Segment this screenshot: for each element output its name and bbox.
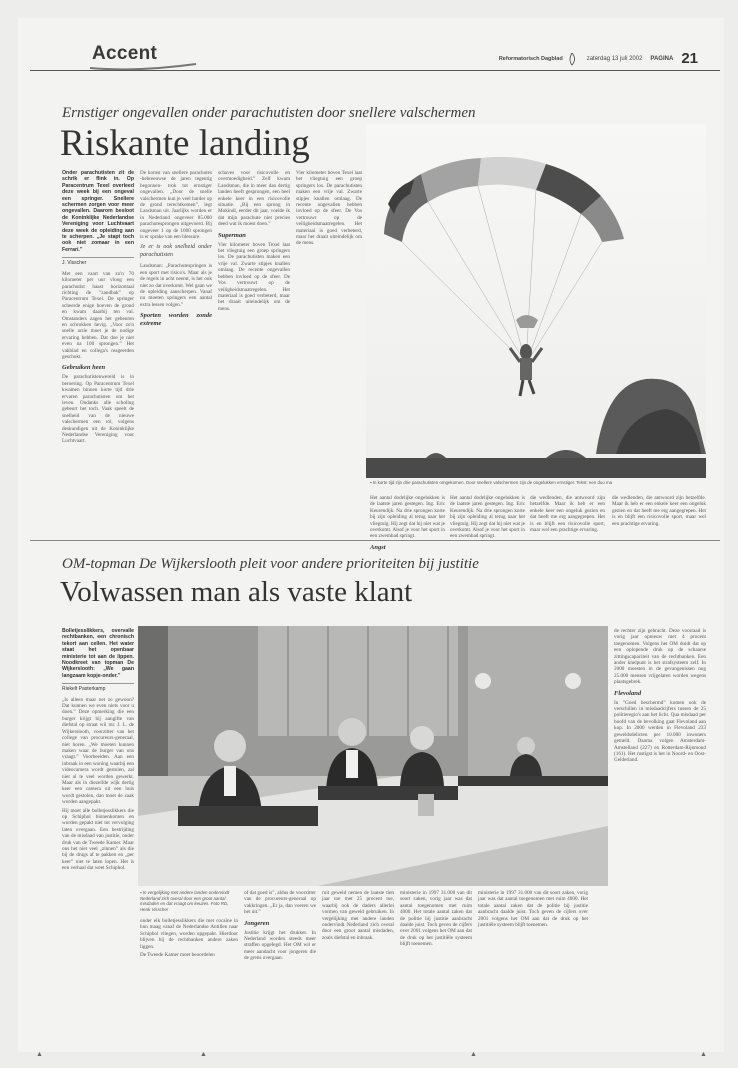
article2-photo-caption: ▪ In vergelijking met andere landen ondervindt Nederland zich overal door een groot aantal misdaden en dat vraagt om keuzes. Foto RD, Henk Visscher	[140, 890, 230, 912]
article1-col4b-text: Het aantal dodelijke ongelukken is de laatste jaren gestegen. Ing. Eric Keurendijk. Na drie sprongen korte bij zijn opleiding al terug naar het vliegtuig. Hij zegt dat hij niet wat je overkomt. Alsof je voor het sport in een zwembad springt.	[450, 495, 525, 540]
article1-col1-subhead: Gebruiken heen	[62, 364, 106, 372]
article-divider	[30, 540, 720, 541]
section-title: Accent	[92, 43, 158, 64]
article1-col4-text: Het aantal dodelijke ongelukken is de laatste jaren gestegen. Ing. Eric Keurendijk. Na drie sprongen korte bij zijn opleiding al terug naar het vliegtuig. Hij zegt dat hij niet wat je overkomt. Alsof je voor het sport in een zwembad springt.	[370, 495, 445, 540]
header-meta	[499, 50, 698, 67]
article2-col3-text: of dat goed is”, aldus de voorzitter van de procureurs-generaal op vakkringen. „Er ja, dan voeren we het uit.”	[244, 890, 316, 916]
article2-col3	[244, 890, 316, 1018]
article2-col2-text: onder elk bolletjesslikkers die met cocaïne in hun maag vanaf de Nederlandse Antillen naar Schiphol vliegen, worden opgepakt. Hierdoor blijven bij de rechtbanken andere zaken liggen.	[140, 918, 238, 950]
article2-col4	[322, 890, 394, 1018]
trees-icon	[366, 379, 706, 478]
article2-photo-caption-text: In vergelijking met andere landen ondervindt Nederland zich overal door een groot aantal misdaden en dat vraagt om keuzes. Foto RD, Henk Visscher	[140, 890, 230, 912]
article1-col2-text: De komst van snellere parachutes -hebreeuwse de jaren tegentig begonnen- trok tot ernstiger ongevallen. „Door de snelle valschermen kun je veel harder op de grond terechtkomen”, legt Landsman uit. Jaarlijks worden er in Nederland ongeveer 85.000 parachutesprongen uitgevoerd. Bij ongeveer 1 op de 1000 sprongen is er sprake van een blessure.	[140, 170, 212, 241]
article1-byline: J. Visscher	[62, 257, 134, 266]
article2-col5b-text: ministerie in 1997 31.000 van dit soort zaken, vorig jaar was dat aantal toegenomen met ruim 4000. Het totale aantal zaken dat de politie bij justitie aanbracht daalde juist. Toch geven de cijfers over 2001 volgens het OM aan dat de druk op het justitiële systeem blijft toenemen.	[478, 890, 588, 929]
article1-col5-text: die wedlenden, die antwoord zijn hetzelfde. Maar ik heb er een enkele keer een ongeluk gezien en dat heeft me erg aangegrepen. Het is en blijft een risicovolle sport, maar wel een prachtige ervaring.	[530, 495, 605, 534]
page-header	[30, 40, 720, 72]
article1-col3-text: schaves voor risicovolle en overmoedigheid.” Zelf kwam Landsman, die in meer dan dertig landen heeft gesprongen, een heel enkele keer in een risicovolle situatie. „Bij een sprong in Mokindi, eerder dit jaar, voelde ik dat mijn parachute niet precies deed wat ik moest doen.”	[218, 170, 290, 228]
article1-col3-subhead: Superman	[218, 231, 246, 239]
article2-col6	[614, 628, 706, 1020]
article1-col5	[530, 495, 605, 535]
article2-col5-text: ministerie in 1997 31.000 van dit soort zaken, vorig jaar was dat aantal toegenomen met ruim 4000. Het totale aantal zaken dat de politie bij justitie aanbracht daalde juist. Toch geven de cijfers over 2001 volgens het OM aan dat de druk op het justitiële systeem blijft toenemen.	[400, 890, 472, 948]
article1-col1	[62, 170, 134, 530]
article2-col1	[62, 628, 134, 1020]
article1-col2-text2: Landsman: „Parachutespringen is een sport met risico's. Maar als je de regels in acht neemt, is het ook niet zo dat overkomt. Wel gaan we de opleiding aanscherpen. Vanaf nu moeten springers een aantal extra lessen volgen.”	[140, 263, 212, 308]
article2-col5	[400, 890, 472, 1018]
article1-kicker: Ernstiger ongevallen onder parachutisten door snellere valschermen	[62, 105, 476, 121]
page-label: PAGINA	[650, 55, 674, 62]
article1-col1-text2: De parachutistenwereld is in beroering. Op Paracentrum Texel kwamen binnen korte tijd drie ervaren parachutisten om het leven. Ondanks alle scholing gebeurt het toch. Vaak speelt de snelheid van de nieuwe valschermen een rol, volgens deskundigen uit de Koninklijke Nederlandse Vereniging voor Luchtvaart.	[62, 374, 134, 445]
article1-col1-text: Met een vaart van zo'n 70 kilometer per uur vloog een parachutist haast horizontaal richting de ”zandbak” op Paracentrum Texel. De springer scheerde enige hoeven de grond en kwam daarbij ten val. Omstanders zagen het gebeuren en schrokken hevig. „Voor zo'n snelle actie moet je de nodige ervaring hebben. Dat doe je niet even na 100 sprongen.” Het vakblad en collega's reageerden geschokt.	[62, 270, 134, 360]
article1-col4	[370, 495, 445, 551]
registration-mark-icon: ▲	[700, 1050, 707, 1058]
article2-col3-text2: Justitie krijgt het drukker. In Nederland worden steeds meer straffen opgelegd. Het OM wil er meer aandacht voor jongeren die de grens overgaan.	[244, 929, 316, 962]
page-number: 21	[681, 50, 698, 67]
article2-col2-text2: De Tweede Kamer moet beoordelen	[140, 952, 215, 959]
article2-col1-text2: Hij moet alle bolletjesslikkers die op Schiphol binnenkomen en worden gepakt niet tot vervolging laten overgaan. Een bestrijding van de misdaad van justitie, onder druk van de Tweede Kamer. Maar ons het niet veel „zinnen” als die bij de drugs af te pakken en „per keer” niet te laten lopen. Het is een verhaal dat weet Schiphol.	[62, 807, 134, 872]
article2-col1-text: „Is alleen maar net zo gewoon? Dat kunnen we even niets voor u doen.” Deze opmerking die een burger krijgt bij aangifte van diefstal op straat wil mr. J. L. de Wijkerslooth, voorzitter van het college van procureurs-generaal, niet horen. „We moeten kunnen maken waar de burger van ons vraagt.” Voorbeelden. Aan een inbraak in een woning waarbij een videocamera wordt gestolen, zal niet al te veel worden gewerkt. Maar als in diezelfde wijk dertig keer een camera uit een huis wordt gestolen, dan moet de zaak worden aangepakt.	[62, 696, 134, 806]
article2-col5b	[478, 890, 588, 1018]
article2-col6-text2: In ”Goed beschermd” komen ook de verschillen in misdaadcijfers tussen de 25 politieregio's aan het licht. Qua misdaad per hoofd van de bevolking gaat Flevoland aan kop. In 2000 werden in Flevoland 233 geweldsdelicten per 10.000 inwoners gemeld. Daarna volgen Amsterdam-Amstelland (227) en Rotterdam-Rijnmond (161). Het rustigst is het in Noord- en Oost-Gelderland.	[614, 699, 706, 764]
registration-mark-icon: ▲	[200, 1050, 207, 1058]
article1-col2-subhead: Sporten worden zonde extreme	[140, 312, 212, 328]
article2-col2	[140, 918, 238, 1018]
courtroom-photo-svg	[138, 626, 608, 886]
article2-headline: Volwassen man als vaste klant	[60, 576, 413, 608]
paper-name: Reformatorisch Dagblad	[498, 55, 563, 62]
article1-col6	[612, 495, 706, 535]
article1-col2	[140, 170, 212, 530]
parachute-photo	[366, 124, 706, 478]
article2-lead: Bolletjesslikkers, overvalle rechtbanken, een chronisch tekort aan cellen. Het water staat het openbaar ministerie tot aan de lippen. Noodkreet van topman De Wijkerslooth: „We gaan langzaam kopje-onder.”	[62, 628, 134, 679]
article1-col2-quote: Je er is ook snelheid onder parachutisten	[140, 244, 212, 258]
article1-col3-text2: Vier kilometer boven Texel laat het vliegtuig een groep springers los. De parachutisten maken een vrije val. Zwarte stipjes knallen omlaag. De recente ongevallen hebben invloed op de sfeer. De Vos vertrouwt op de veiligheidsmaatregelen. Het materiaal is goed verbeterd, maar het draait uiteindelijk om de mens.	[218, 241, 290, 312]
article1-col3b-text: Vier kilometer boven Texel laat het vliegtuig een groep springers los. De parachutisten maken een vrije val. Zwarte stipjes knallen omlaag. De recente ongevallen hebben invloed op de sfeer. De Vos vertrouwt op de veiligheidsmaatregelen. Het materiaal is goed verbeterd, maar het draait uiteindelijk om de mens.	[296, 170, 362, 247]
registration-mark-icon: ▲	[36, 1050, 43, 1058]
article2-col6-text: de rechter zijn gebracht. Deze voorraad is vorig jaar opnieuw met 4 procent toegenomen. Volgens het OM duidt dat op een oplopende druk op de schaarse zittingscapaciteit van de rechtbanken. Een ander knelpunt is het strafsysteem zelf. In 2000 moesten in de gevangenissen nog 25.000 mensen vrijgelaten worden wegens plaatsgebrek.	[614, 628, 706, 686]
article1-headline: Riskante landing	[60, 123, 310, 164]
article1-col4-subhead: Angst	[370, 543, 386, 551]
article2-byline: Riekelt Pasterkamp	[62, 683, 134, 692]
article1-lead: Onder parachutisten zit de schrik er flink in. Op Paracentrum Texel overleed deze week bij een ongeval een springer. Snellere schermen zorgen voor meer ongevallen. Daarom besloot de Koninklijke Nederlandse Vereniging voor Luchtvaart deze week de opleiding aan te scherpen. „Je stapt toch ook niet zomaar in een Ferrari.”	[62, 170, 134, 253]
skydiver-icon	[510, 344, 542, 396]
article2-col3-subhead: Jongeren	[244, 919, 270, 927]
paper-logo	[499, 52, 579, 66]
registration-mark-icon: ▲	[470, 1050, 477, 1058]
article1-col3b	[296, 170, 362, 530]
courtroom-photo	[138, 626, 608, 886]
article1-col3	[218, 170, 290, 530]
article2-col6-subhead: Flevoland	[614, 689, 642, 697]
article2-kicker: OM-topman De Wijkerslooth pleit voor andere prioriteiten bij justitie	[62, 556, 479, 572]
article1-col4b	[450, 495, 525, 540]
logo-swirl-icon	[565, 52, 579, 66]
issue-date: zaterdag 13 juli 2002	[586, 55, 643, 62]
canopy-icon	[384, 157, 624, 242]
parachute-photo-svg	[366, 124, 706, 478]
article1-photo-caption-text: In korte tijd zijn drie parachutisten omgekomen. Door snellere valschermen zijn de ongelukken ernstiger. Tekst: een duo ma	[372, 480, 613, 485]
article2-col4-text: ruit geweld nemen de laatste tien jaar toe met 25 procent toe, waarbij ook de daders allerlei vormen van geweld gebruiken. In vergelijking met andere landen ondervindt Nederland zich overal door een groot aantal misdaden, zoals diefstal en inbraak.	[322, 890, 394, 941]
header-rule	[30, 70, 720, 71]
article1-col6-text: die wedlenden, die antwoord zijn hetzelfde. Maar ik heb er een enkele keer een ongeluk gezien en dat heeft me erg aangegrepen. Het is en blijft een risicovolle sport, maar wel een prachtige ervaring.	[612, 495, 706, 527]
article1-photo-caption: ▪ In korte tijd zijn drie parachutisten omgekomen. Door snellere valschermen zijn de ongelukken ernstiger. Tekst: een duo ma	[370, 480, 613, 485]
